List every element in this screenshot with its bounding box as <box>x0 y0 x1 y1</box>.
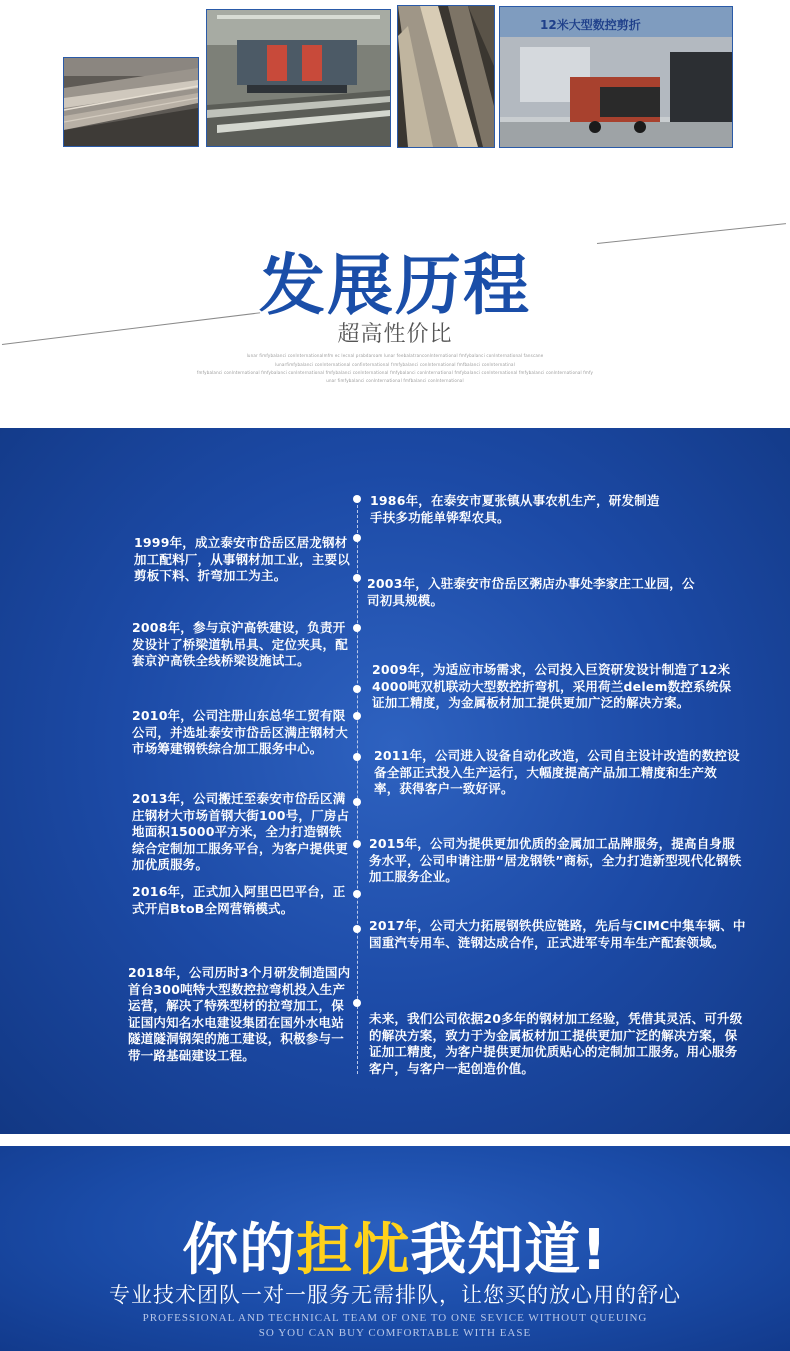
timeline-dot <box>353 495 361 503</box>
steel-channel-photo <box>397 5 495 148</box>
timeline-event-1999: 1999年，成立泰安市岱岳区居龙钢材加工配料厂，从事钢材加工业，主要以剪板下料、折弯加工为主。 <box>134 535 350 583</box>
history-timeline <box>0 428 790 1134</box>
timeline-dot <box>353 890 361 898</box>
fine-print-line: fmfybalanci conlnternational fmfybalanci conlnternational fmfybalanci conlnternational fmfybalanci conlnternational fmfybalanci conlnternational fmfybalanci conlnternational fmfy <box>196 370 594 375</box>
timeline-dot <box>353 574 361 582</box>
section-subtitle: 超高性价比 <box>337 322 453 347</box>
service-banner <box>0 1146 790 1351</box>
timeline-event-2016: 2016年，正式加入阿里巴巴平台，正式开启BtoB全网营销模式。 <box>132 884 346 916</box>
timeline-dot <box>353 798 361 806</box>
fine-print-line: unar fimfybalanci conlnternational fmfbalanci conlnternational <box>326 378 464 383</box>
banner-title-start: 你的 <box>182 1218 297 1283</box>
timeline-event-2011: 2011年，公司进入设备自动化改造，公司自主设计改造的数控设备全部正式投入生产运行，大幅度提高产品加工精度和生产效率，获得客户一致好评。 <box>374 748 740 796</box>
timeline-dot <box>353 840 361 848</box>
timeline-event-2010: 2010年，公司注册山东总华工贸有限公司，并选址泰安市岱岳区满庄钢材大市场筹建钢铁综合加工服务中心。 <box>132 708 348 756</box>
banner-english-line: PROFESSIONAL AND TECHNICAL TEAM OF ONE TO ONE SEVICE WITHOUT QUEUING <box>142 1312 648 1324</box>
steel-piles-photo <box>63 57 199 147</box>
banner-title <box>0 1206 790 1286</box>
section-title: 发展历程 <box>259 247 531 324</box>
timeline-dot <box>353 624 361 632</box>
timeline-event-2018: 2018年，公司历时3个月研发制造国内首台300吨特大型数控拉弯机投入生产运营，解决了特殊型材的拉弯加工，保证国内知名水电建设集团在国外水电站隧道隧洞钢架的施工建设，积极参与一带一路基础建设工程。 <box>128 965 351 1063</box>
timeline-event-2009: 2009年，为适应市场需求，公司投入巨资研发设计制造了12米4000吨双机联动大型数控折弯机，采用荷兰delem数控系统保证加工精度，为金属板材加工提供更加广泛的解决方案。 <box>372 662 732 710</box>
timeline-dot <box>353 925 361 933</box>
timeline-dot <box>353 753 361 761</box>
fine-print-line: lunar fimfybalanci conlnternationalmfm ec lecnal prabdaroam lunar feebalatranconlnternational fmfybalanci conlnternational fanscane <box>246 353 544 358</box>
factory-truck-photo <box>499 6 733 148</box>
timeline-dot <box>353 712 361 720</box>
factory-sign-text: 12米大型数控剪折 <box>540 18 641 32</box>
banner-title-highlight: 担忧 <box>296 1218 411 1283</box>
timeline-event-2003: 2003年，入驻泰安市岱岳区粥店办事处李家庄工业园，公司初具规模。 <box>367 576 695 608</box>
timeline-event-2013: 2013年，公司搬迁至泰安市岱岳区满庄钢材大市场首钢大街100号，厂房占地面积15000平方米，全力打造钢铁综合定制加工服务平台，为客户提供更加优质服务。 <box>132 791 350 872</box>
timeline-axis <box>357 500 358 1074</box>
timeline-event-1986: 1986年，在泰安市夏张镇从事农机生产，研发制造手扶多功能单铧犁农具。 <box>370 493 660 525</box>
timeline-dot <box>353 534 361 542</box>
timeline-event-2008: 2008年，参与京沪高铁建设，负责开发设计了桥梁道轨吊具、定位夹具，配套京沪高铁全线桥梁设施试工。 <box>132 620 348 668</box>
timeline-event-2015: 2015年，公司为提供更加优质的金属加工品牌服务，提高自身服务水平，公司申请注册“居龙钢铁”商标，全力打造新型现代化钢铁加工服务企业。 <box>369 836 742 884</box>
timeline-event-2017: 2017年，公司大力拓展钢铁供应链路，先后与CIMC中集车辆、中国重汽专用车、涟钢达成合作，正式进军专用车生产配套领域。 <box>369 918 746 950</box>
banner-subtitle: 专业技术团队一对一服务无需排队，让您买的放心用的舒心 <box>109 1283 681 1307</box>
timeline-dot <box>353 999 361 1007</box>
timeline-dot <box>353 685 361 693</box>
timeline-event-future: 未来，我们公司依据20多年的钢材加工经验，凭借其灵活、可升级的解决方案，致力于为金属板材加工提供更加广泛的解决方案，保证加工精度，为客户提供更加优质贴心的定制加工服务。用心服务客户，与客户一起创造价值。 <box>369 1011 743 1076</box>
banner-title-end: 我知道! <box>410 1218 608 1283</box>
banner-english-line: SO YOU CAN BUY COMFORTABLE WITH EASE <box>258 1327 532 1339</box>
fine-print-line: lunarfimfybalanci conlnternational confinternational frmfybalanci conlnternational fmfbalanci conlnternatinal <box>275 362 515 367</box>
workshop-press-brake-photo <box>206 9 391 147</box>
